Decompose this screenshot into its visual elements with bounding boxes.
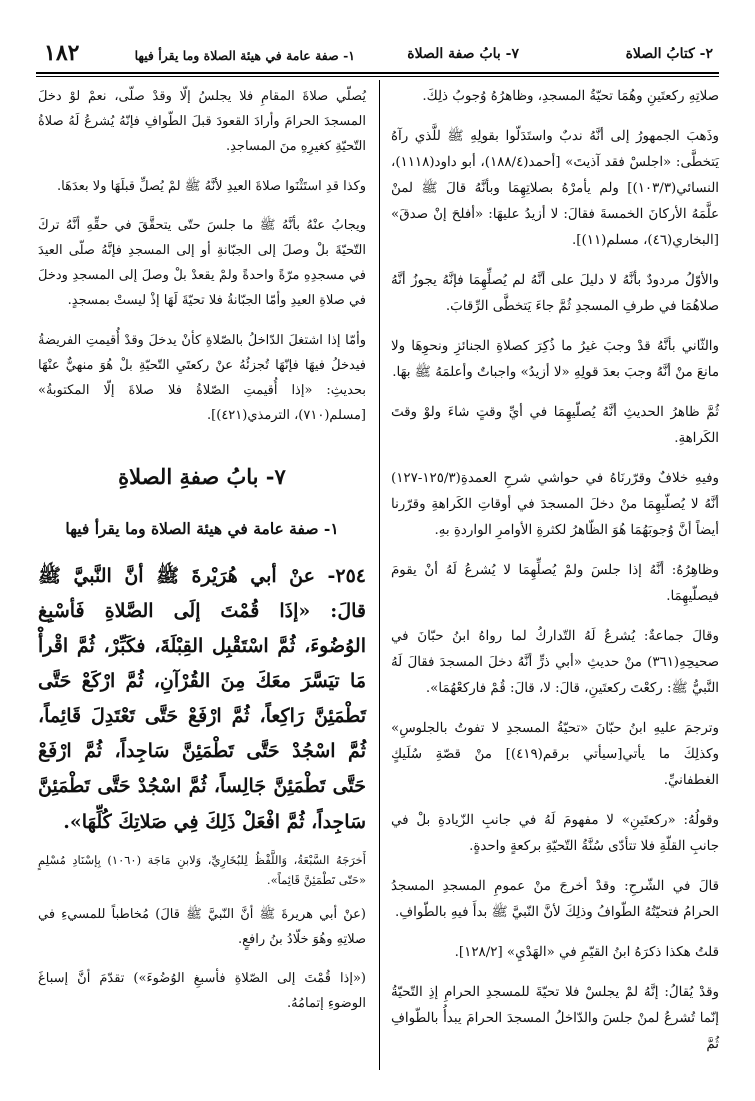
paragraph: وقدْ يُقالُ: إنَّهُ لمْ يجلسْ فلا تحيّةَ للمسجدِ الحرامِ إذِ التّحيّةُ إنّما تُشرعُ لمنْ جلسَ والدّاخلُ المسجدَ الحرامَ يبدأُ بالطّوافِ ثُمَّ [391,985,719,1052]
paragraph: صلاتِهِ ركعتَينِ وهُمَا تحيّةُ المسجدِ، وظاهرُهُ وُجوبُ ذلِكَ. [422,89,719,104]
paragraph: وكذا قدِ استَثْنَوا صلاةَ العيدِ لأنَّهُ ﷺ لمْ يُصلِّ قبلَهَا ولا بعدَهَا. [57,178,366,194]
header-bab: ٧- بابُ صفة الصلاة [407,46,519,62]
paragraph: وأمّا إذا اشتغلَ الدّاخلُ بالصّلاةِ كأنْ يدخلَ وقدْ أُقيمتِ الفريضةُ فيدخلُ فيهَا فإنّهَا تُجزئُهُ عنْ ركعتَيِ التّحيّةِ بلْ هُوَ منهيٌّ عنْهَا بحديثِ: «إذا أُقيمتِ الصّلاةُ فلا صلاةَ إلّا المكتوبةُ» [مسلم(٧١٠)، الترمذي(٤٢١)]. [38,332,366,424]
left-column [38,84,366,1030]
right-column [391,84,719,1072]
paragraph: يُصلّي صلاةَ المقامِ فلا يجلسُ إلّا وقدْ صلّى، نعمْ لوْ دخلَ المسجدَ الحرامَ وأرادَ القعودَ قبلَ الطّوافِ فإنّهُ يُشرعُ لَهُ صلاةُ التّحيّةِ كغيرِهِ منَ المساجدِ. [38,89,366,155]
paragraph: وقولُهُ: «ركعتَينِ» لا مفهومَ لَهُ في جانبِ الزّيادةِ بلْ في جانبِ القلّةِ فلا تتأدّى سُنَّةُ التّحيّةِ بركعةٍ واحدةٍ. [391,813,719,854]
header-rule-thick [36,72,719,74]
paragraph: (عنْ أبي هريرةَ ﷺ أنَّ النّبيَّ ﷺ قالَ) مُخاطباً للمسيءِ في صلاتِهِ وهُوَ خلّادُ بنُ رافعٍ. [38,906,366,947]
header-chapter: ٢- كتابُ الصلاة [625,46,713,62]
hadith-body: عنْ أبي هُرَيْرةَ ﷺ أنَّ النَّبيَّ ﷺ قالَ: «إذَا قُمْتَ إلَى الصَّلاةِ فَأسْبِغ الوُضُوءَ، ثُمَّ اسْتَقْبِل القِبْلَةَ، فكَبِّرْ، ثُمَّ اقْرأْ مَا تيَسَّرَ معَكَ مِنَ القُرْآنِ، ثُمَّ ارْكَعْ حَتَّى تَطْمَئِنَّ رَاكِعاً، ثُمَّ ارْفَعْ حَتَّى تَعْتَدِلَ قَائِماً، ثُمَّ اسْجُدْ حَتَّى تَطْمَئِنَّ سَاجِداً، ثُمَّ ارْفَعْ حَتَّى تَطْمَئِنَّ جَالِساً، ثُمَّ اسْجُدْ حَتَّى تَطْمَئِنَّ سَاجِداً، ثُمَّ افْعَلْ ذَلِكَ فِي صَلاتِكَ كُلِّهَا». [38,564,366,833]
header-section: ١- صفة عامة في هيئة الصلاة وما يقرأ فيها [134,48,355,63]
paragraph: قلتُ هكذا ذكرَهُ ابنُ القيّمِ في «الهَدْيِ» [١٢٨/٢]. [454,945,719,960]
paragraph: وذَهبَ الجمهورُ إلى أنَّهُ ندبٌ واستَدَلّوا بقولِهِ ﷺ للَّذي رآهُ يَتخطَّى: «اجلسْ فقد آذيتَ» [أحمد(١٨٨/٤)، أبو داود(١١١٨)، النسائي(١٠٣/٣)] ولم يأمرْهُ بصلاتِهِمَا وبأنَّهُ قالَ ﷺ لمنْ علَّمَهُ الأركانَ الخمسةَ فقالَ: لا أزيدُ عليهَا: «أفلحَ إنْ صدقَ» [البخاري(٤٦)، مسلم(١١)]. [391,129,719,248]
paragraph: قالَ في الشّرحِ: وقدْ أخرجَ منْ عمومِ المسجدِ المسجدُ الحرامُ فتحيّتُهُ الطّوافُ وذلِكَ لأنَّ النّبيَّ ﷺ بدأَ فيهِ بالطّوافِ. [391,879,719,920]
paragraph: وترجمَ عليهِ ابنُ حبّانَ «تحيّةُ المسجدِ لا تفوتُ بالجلوسِ» وكذلِكَ ما يأتي[سيأتي برقم(٤١٩)] منْ قصّةِ سُلَيكٍ الغطفانيِّ. [391,721,719,788]
bab-title: ٧- بابُ صفةِ الصلاةِ [118,464,286,490]
hadith-text [38,559,366,840]
column-divider [379,80,380,1070]
paragraph: («إذا قُمْتَ إلى الصّلاةِ فأسبغِ الوُضُوءَ») تقدّمَ أنَّ إسباغَ الوضوءِ إتمامُهُ. [38,971,366,1012]
paragraph: ويجابُ عنْهُ بأنَّهُ ﷺ ما جلسَ حتّى يتحقَّقَ في حقِّهِ أنَّهُ تركَ التّحيّةَ بلْ وصلَ إلى الجبّانةِ أو إلى المسجدِ فإنَّهُ صلّى العيدَ في مسجدِهِ مرّةً واحدةً ولمْ يقعدْ بلْ وصلَ إلى المسجدِ ودخلَ في صلاةِ العيدِ وأمّا الجبّانةُ فلا تحيّةَ لَهَا إذْ ليستْ بمسجدٍ. [38,217,366,309]
paragraph: وظاهِرُهُ: أنَّهُ إذا جلسَ ولمْ يُصلِّهِمَا لا يُشرعُ لَهُ أنْ يقومَ فيصلّيهِمَا. [391,563,719,604]
paragraph: ثُمَّ ظاهرُ الحديثِ أنَّهُ يُصلّيهِمَا في أيِّ وقتٍ شاءَ ولوْ وقتَ الكَراهةِ. [391,405,719,446]
paragraph: والأوّلُ مردودٌ بأنَّهُ لا دليلَ على أنَّهُ لم يُصلِّهِمَا فإنَّهُ يجوزُ أنَّهُ صلاهُمَا في طرفِ المسجدِ ثُمَّ جاءَ يَتخطَّى الرِّقابَ. [391,273,719,314]
header-rule-thin [36,76,719,77]
paragraph: وقالَ جماعةٌ: يُشرعُ لَهُ التّداركُ لما رواهُ ابنُ حبّانَ في صحيحِهِ(٣٦١) منْ حديثِ «أبي ذرٍّ أنَّهُ دخلَ المسجدَ فقالَ لَهُ النَّبيُّ ﷺ: ركعْتَ ركعتَينِ، قالَ: لا، قالَ: قُمْ فاركعْهُمَا». [391,629,719,696]
running-header [0,42,755,72]
paragraph: والثّاني بأنَّهُ قدْ وجبَ غيرُ ما ذُكِرَ كصلاةِ الجنائزِ ونحوِهَا ولا مانعَ منْ أنَّهُ وجبَ بعدَ قولِهِ «لا أزيدُ» واجباتٌ وأعلمَهُ ﷺ بهَا. [391,339,719,380]
paragraph: وفيهِ خلافٌ وقرّرنَاهُ في حواشي شرحِ العمدةِ(١٢٥/٣-١٢٧) أنَّهُ لا يُصلّيهِمَا منْ دخلَ المسجدَ في أوقاتِ الكَراهةِ وقرّرنا أيضاً أنَّ وُجوبَهُمَا هُوَ الظّاهرُ لكثرةِ الأوامرِ الواردةِ بهِ. [391,471,719,538]
page-number: ١٨٢ [44,40,80,66]
section-title: ١- صفة عامة في هيئة الصلاة وما يقرأ فيها [65,518,339,538]
takhrij-note: أَخرَجَهُ السَّبْعَةُ، وَاللَّفْظُ لِلبُخَارِيِّ، وَلابنِ مَاجَة (١٠٦٠) بِإسْنَادِ مُسْلِمٍ «حَتّى تَطْمَئِنَّ قَائِماً». [38,852,366,887]
hadith-number: ٢٥٤- [327,564,366,587]
